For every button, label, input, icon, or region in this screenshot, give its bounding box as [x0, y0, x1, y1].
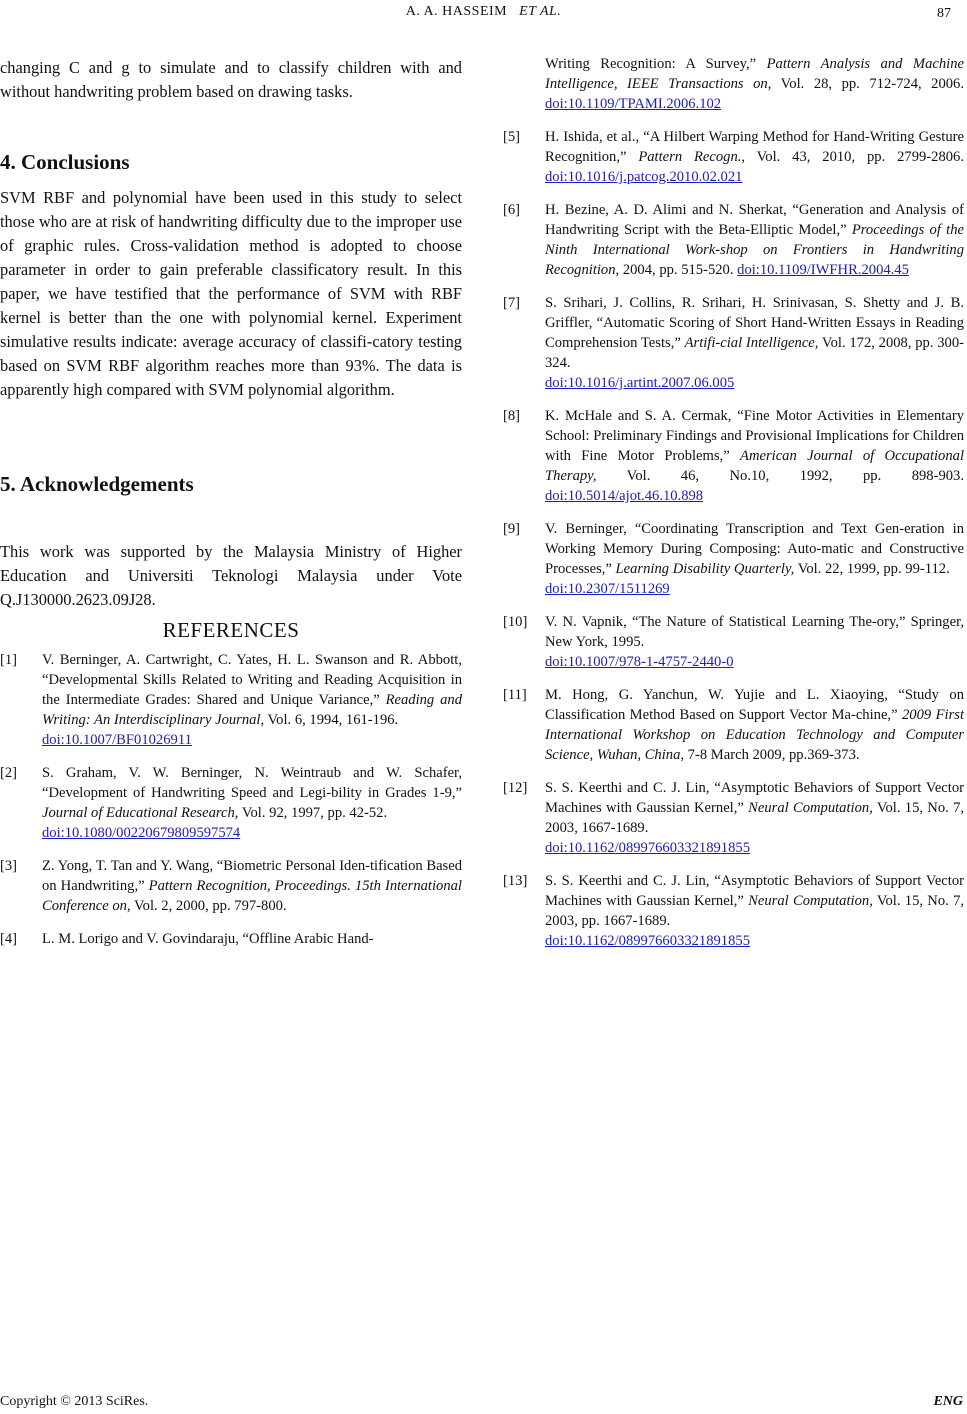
doi-link[interactable]: doi:10.1162/089976603321891855 — [545, 933, 750, 949]
copyright-text: Copyright © 2013 SciRes. — [0, 1394, 149, 1409]
doi-link[interactable]: doi:10.5014/ajot.46.10.898 — [545, 488, 704, 504]
running-head-etal: ET AL. — [519, 4, 562, 19]
reference-text: H. Ishida, et al., “A Hilbert Warping Method for Hand-Writing Gesture Recognition,” — [545, 129, 964, 165]
doi-link[interactable]: doi:10.1016/j.patcog.2010.02.021 — [545, 169, 743, 185]
reference-details: Vol. 28, pp. 712-724, 2006. — [771, 76, 964, 92]
reference-details: Vol. 43, 2010, pp. 2799-2806. — [745, 149, 964, 165]
reference-text: S. S. Keerthi and C. J. Lin, “Asymptotic Behaviors of Support Vector Machines with Gaussian Kernel,” — [545, 873, 964, 909]
reference-details: , Vol. 15, No. 7, 2003, pp. 1667-1689. — [545, 893, 965, 929]
reference-item — [503, 406, 964, 506]
reference-number: [4] — [0, 931, 18, 947]
reference-number: [3] — [0, 858, 18, 874]
reference-source: 2009 First International Workshop on Education Technology and Computer Science, Wuhan, China — [545, 707, 964, 763]
reference-text: S. Graham, V. W. Berninger, N. Weintraub and W. Schafer, “Development of Handwriting Speed and Legi-bility in Grades 1-9,” — [42, 765, 462, 801]
reference-text: H. Bezine, A. D. Alimi and N. Sherkat, “Generation and Analysis of Handwriting Script with the Beta-Elliptic Model,” — [545, 202, 964, 238]
acknowledgements-paragraph: This work was supported by the Malaysia Ministry of Higher Education and Universiti Teknologi Malaysia under Vote Q.J130000.2623.09J28. — [0, 542, 462, 609]
reference-number: [9] — [503, 521, 521, 537]
reference-text: V. N. Vapnik, “The Nature of Statistical Learning The-ory,” Springer, New York, 1995. — [545, 614, 964, 650]
reference-continuation — [503, 54, 964, 114]
references-heading: REFERENCES — [162, 618, 300, 642]
reference-source: Journal of Educational Research, — [42, 805, 239, 821]
reference-details: Vol. 92, 1997, pp. 42-52. — [238, 805, 388, 821]
reference-source: Pattern Recognition, Proceedings. 15th International Conference on — [42, 878, 462, 914]
running-head-author: A. A. HASSEIM — [405, 4, 508, 19]
conclusions-paragraph: SVM RBF and polynomial have been used in this study to select those who are at risk of handwriting difficulty due to the improper use of graphic rules. Cross-validation method is adopted to choose parameter in order to gain preferable classificatory result. In this paper, we have testified that the performance of SVM with RBF kernel is better than the one with polynomial kernel. Experiment simulative results indicate: average accuracy of classifi-catory testing based on SVM RBF algorithm reaches more than 93%. The data is apparently high compared with SVM polynomial algorithm. — [0, 188, 462, 399]
reference-item — [503, 127, 964, 187]
doi-link[interactable]: doi:10.1109/IWFHR.2004.45 — [737, 262, 909, 278]
reference-text: V. Berninger, A. Cartwright, C. Yates, H. L. Swanson and R. Abbott, “Developmental Skills Related to Writing and Reading Acquisition in the Intermediate Grades: Shared and Unique Variance,” — [42, 652, 462, 708]
reference-item — [503, 293, 964, 393]
reference-item — [0, 763, 462, 843]
reference-text: M. Hong, G. Yanchun, W. Yujie and L. Xiaoying, “Study on Classification Method Based on Support Vector Ma-chine,” — [545, 687, 964, 723]
journal-abbrev: ENG — [933, 1394, 963, 1409]
reference-number: [10] — [503, 614, 528, 630]
reference-item — [0, 650, 462, 750]
reference-text: Writing Recognition: A Survey,” — [545, 56, 767, 72]
reference-details: , Vol. 2, 2000, pp. 797-800. — [126, 898, 287, 914]
reference-text: K. McHale and S. A. Cermak, “Fine Motor Activities in Elementary School: Preliminary Findings and Provisional Implications for Children with Fine Motor Problems,” — [545, 408, 964, 464]
reference-source: American Journal of Occupational Therapy, — [545, 448, 964, 484]
reference-item — [0, 929, 462, 949]
reference-text: S. S. Keerthi and C. J. Lin, “Asymptotic Behaviors of Support Vector Machines with Gaussian Kernel,” — [545, 780, 964, 816]
reference-source: Neural Computation — [748, 800, 870, 816]
reference-text: Z. Yong, T. Tan and Y. Wang, “Biometric Personal Iden-tification Based on Handwriting,” — [42, 858, 462, 894]
conclusions-heading: 4. Conclusions — [0, 150, 130, 174]
reference-number: [1] — [0, 652, 18, 668]
reference-item — [503, 200, 964, 280]
reference-item — [503, 612, 964, 672]
reference-number: [6] — [503, 202, 521, 218]
doi-link[interactable]: doi:10.1016/j.artint.2007.06.005 — [545, 375, 735, 391]
intro-paragraph: changing C and g to simulate and to classify children with and without handwriting problem based on drawing tasks. — [0, 58, 462, 101]
reference-number: [2] — [0, 765, 18, 781]
reference-details: , 7-8 March 2009, pp.369-373. — [680, 747, 860, 763]
reference-number: [11] — [503, 687, 527, 703]
reference-item — [503, 685, 964, 765]
reference-number: [7] — [503, 295, 521, 311]
reference-item — [503, 519, 964, 599]
doi-link[interactable]: doi:10.1109/TPAMI.2006.102 — [545, 96, 722, 112]
reference-text: L. M. Lorigo and V. Govindaraju, “Offline Arabic Hand- — [42, 931, 374, 947]
page-header — [0, 4, 967, 26]
reference-text: V. Berninger, “Coordinating Transcription and Text Gen-eration in Working Memory During Composing: Auto-matic and Constructive Processes,” — [545, 521, 964, 577]
reference-source: Pattern Analysis and Machine Intelligence, IEEE Transactions on, — [545, 56, 964, 92]
reference-details: Vol. 172, 2008, pp. 300-324. — [545, 335, 964, 371]
references-list-left — [0, 650, 462, 962]
acknowledgements-heading: 5. Acknowledgements — [0, 472, 194, 496]
reference-details: Vol. 22, 1999, pp. 99-112. — [794, 561, 950, 577]
reference-details: Vol. 6, 1994, 161-196. — [264, 712, 399, 728]
reference-details: Vol. 46, No.10, 1992, pp. 898-903. — [596, 468, 964, 484]
page-number: 87 — [937, 6, 951, 21]
doi-link[interactable]: doi:10.1162/089976603321891855 — [545, 840, 750, 856]
reference-item — [0, 856, 462, 916]
reference-source: Proceedings of the Ninth International Work-shop on Frontiers in Handwriting Recognition — [545, 222, 964, 278]
doi-link[interactable]: doi:10.1007/978-1-4757-2440-0 — [545, 654, 734, 670]
reference-details: , Vol. 15, No. 7, 2003, 1667-1689. — [545, 800, 965, 836]
reference-source: Learning Disability Quarterly, — [615, 561, 795, 577]
reference-source: Reading and Writing: An Interdisciplinary Journal, — [42, 692, 462, 728]
doi-link[interactable]: doi:10.1007/BF01026911 — [42, 732, 192, 748]
doi-link[interactable]: doi:10.2307/1511269 — [545, 581, 670, 597]
doi-link[interactable]: doi:10.1080/00220679809597574 — [42, 825, 241, 841]
reference-number: [8] — [503, 408, 521, 424]
reference-source: Neural Computation — [748, 893, 870, 909]
reference-item — [503, 871, 964, 951]
running-head — [0, 4, 967, 20]
reference-number: [13] — [503, 873, 528, 889]
reference-text: S. Srihari, J. Collins, R. Srihari, H. Srinivasan, S. Shetty and J. B. Griffler, “Automatic Scoring of Short Hand-Written Essays in Reading Comprehension Tests,” — [545, 295, 964, 351]
reference-details: , 2004, pp. 515-520. — [615, 262, 738, 278]
reference-number: [5] — [503, 129, 521, 145]
reference-source: Pattern Recogn., — [638, 149, 746, 165]
reference-number: [12] — [503, 780, 528, 796]
reference-source: Artifi-cial Intelligence, — [684, 335, 819, 351]
reference-item — [503, 778, 964, 858]
references-list-right — [503, 54, 964, 964]
